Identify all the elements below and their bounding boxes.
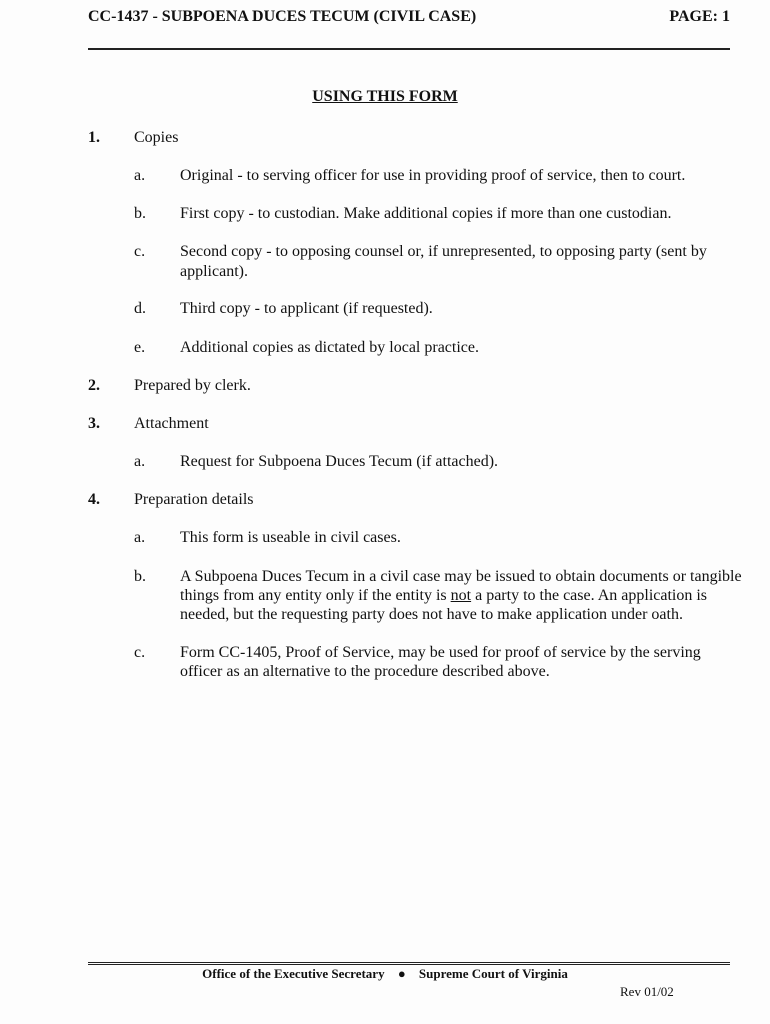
item-letter: c. — [134, 644, 146, 661]
item-text: Request for Subpoena Duces Tecum (if attached). — [180, 453, 499, 470]
item-letter: d. — [134, 300, 146, 317]
item-text-line: applicant). — [180, 263, 248, 280]
item-letter: c. — [134, 243, 146, 260]
emphasis-not: not — [450, 587, 472, 604]
item-text-line — [180, 586, 707, 606]
form-title: CC-1437 - SUBPOENA DUCES TECUM (CIVIL CASE) — [88, 8, 477, 25]
header-divider — [88, 48, 730, 50]
item-text-line: Form CC-1405, Proof of Service, may be used for proof of service by the serving — [180, 644, 701, 661]
item-letter: e. — [134, 339, 146, 356]
footer-divider — [88, 962, 730, 965]
section-heading: USING THIS FORM — [312, 88, 458, 105]
section-number: 2. — [88, 377, 100, 394]
section-number: 4. — [88, 491, 100, 508]
item-text: Third copy - to applicant (if requested). — [180, 300, 433, 317]
item-text: Original - to serving officer for use in providing proof of service, then to court. — [180, 167, 686, 184]
item-letter: a. — [134, 167, 146, 184]
item-text: First copy - to custodian. Make additional copies if more than one custodian. — [180, 205, 672, 222]
item-text-line: needed, but the requesting party does not have to make application under oath. — [180, 606, 683, 623]
item-letter: b. — [134, 205, 146, 222]
item-text: This form is useable in civil cases. — [180, 529, 401, 546]
section-number: 1. — [88, 129, 100, 146]
item-text-fragment: things from any entity only if the entity is — [180, 587, 447, 604]
revision-date: Rev 01/02 — [620, 984, 674, 999]
section-title: Copies — [134, 129, 179, 146]
section-title: Prepared by clerk. — [134, 377, 251, 394]
item-text-fragment: a party to the case. An application is — [475, 587, 708, 604]
page-header — [88, 8, 730, 32]
item-letter: a. — [134, 453, 146, 470]
item-text-line: A Subpoena Duces Tecum in a civil case may be issued to obtain documents or tangible — [180, 568, 742, 585]
item-text-line: officer as an alternative to the procedure described above. — [180, 663, 550, 680]
item-letter: a. — [134, 529, 146, 546]
page-number: PAGE: 1 — [669, 8, 730, 25]
item-text-line: Second copy - to opposing counsel or, if unrepresented, to opposing party (sent by — [180, 243, 707, 260]
footer-court: Supreme Court of Virginia — [418, 966, 568, 981]
section-title: Attachment — [134, 415, 209, 432]
item-text: Additional copies as dictated by local practice. — [180, 339, 479, 356]
footer-office: Office of the Executive Secretary — [202, 966, 385, 981]
section-title: Preparation details — [134, 491, 254, 508]
bullet-icon: ● — [397, 966, 406, 981]
page-footer — [0, 966, 770, 982]
section-number: 3. — [88, 415, 100, 432]
item-letter: b. — [134, 568, 146, 585]
